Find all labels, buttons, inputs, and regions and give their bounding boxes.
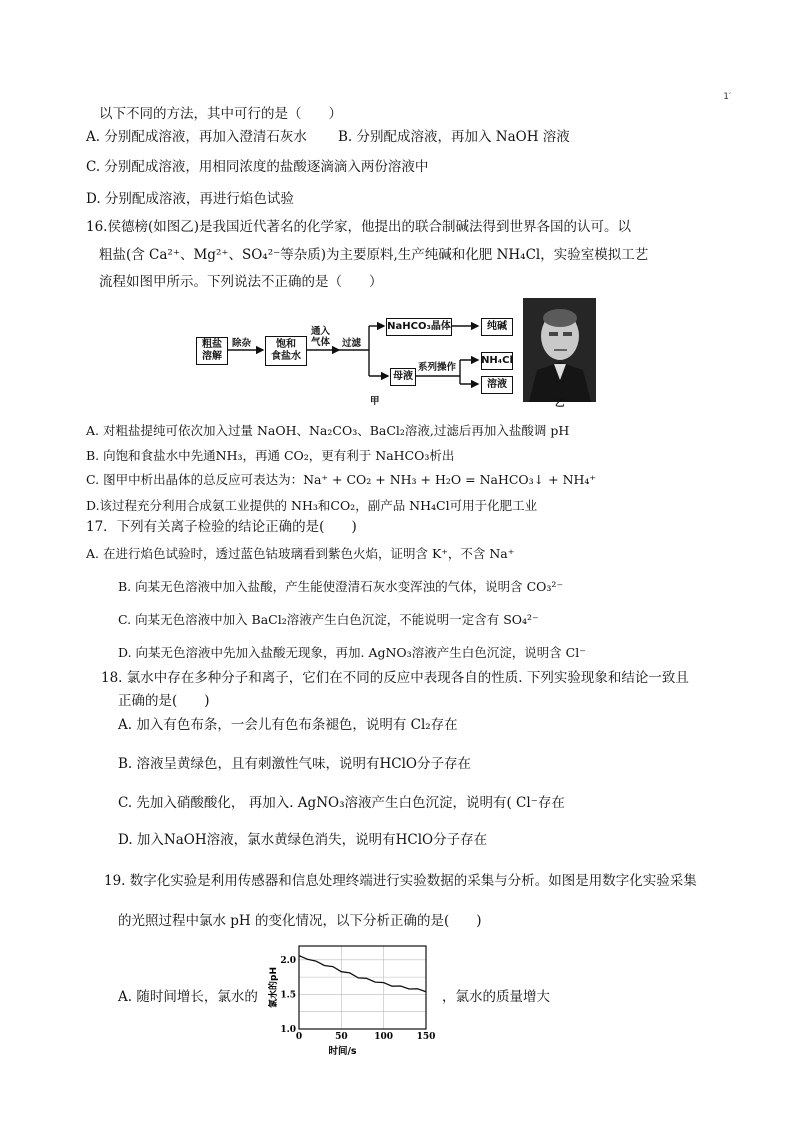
flowchart-arrows [194,296,516,408]
q17-stem: 17．下列有关离子检验的结论正确的是( ) [86,519,357,535]
q19-stem-line2: 的光照过程中氯水 pH 的变化情况，以下分析正确的是( ) [118,913,482,929]
x-tick-label: 0 [295,1032,303,1042]
page-marker: 1′ [723,92,731,102]
flow-box-brine: 饱和 食盐水 [265,336,307,366]
q15-option-d: D. 分别配成溶液，再进行焰色试验 [86,191,294,207]
q17-option-a: A. 在进行焰色试验时，透过蓝色钴玻璃看到紫色火焰，证明含 K⁺，不含 Na⁺ [86,546,515,561]
y-tick-label: 1.0 [280,1025,296,1035]
flow-box-nahco3: NaHCO₃晶体 [386,318,452,336]
flow-step-gas: 通入 气体 [311,326,331,348]
flow-box-mother-liquor: 母液 [390,368,416,386]
q17-option-c: C. 向某无色溶液中加入 BaCl₂溶液产生白色沉淀，不能说明一定含有 SO₄²⁻ [118,612,539,627]
q16-option-b: B. 向饱和食盐水中先通NH₃，再通 CO₂，更有利于 NaHCO₃析出 [86,448,455,463]
q18-stem-line2: 正确的是( ) [118,693,210,709]
q15-option-b: B. 分别配成溶液，再加入 NaOH 溶液 [338,129,570,145]
q15-option-c: C. 分别配成溶液，用相同浓度的盐酸逐滴滴入两份溶液中 [86,159,429,175]
figure-label-yi: 乙 [555,398,565,409]
plot-frame [299,946,426,1029]
q16-stem-line2: 粗盐(含 Ca²⁺、Mg²⁺、SO₄²⁻等杂质)为主要原料,生产纯碱和化肥 NH₄Cl，实验室模拟工艺 [99,247,649,263]
y-tick-label: 2.0 [280,955,296,966]
q19-option-a-left: A. 随时间增长，氯水的 [118,989,258,1005]
y-tick-label: 1.5 [280,990,296,1001]
flow-box-crude-salt: 粗盐 溶解 [196,337,228,365]
q18-option-c: C. 先加入硝酸酸化， 再加入. AgNO₃溶液产生白色沉淀，说明有( Cl⁻存在 [118,795,565,811]
portrait-photo [523,298,596,402]
q16-stem-line3: 流程如图甲所示。下列说法不正确的是（ ） [99,274,383,290]
x-tick-label: 50 [335,1032,348,1042]
q18-stem-line1: 18. 氯水中存在多种分子和离子，它们在不同的反应中表现各自的性质. 下列实验现象和结论一致且 [101,670,689,686]
q19-stem-line1: 19. 数字化实验是利用传感器和信息处理终端进行实验数据的采集与分析。如图是用数字化实验采集 [104,873,697,889]
ph-chart [266,938,442,1058]
figure-label-jia: 甲 [370,396,380,407]
flow-step-series: 系列操作 [418,362,457,373]
flow-box-solution: 溶液 [481,376,513,394]
q15-option-a: A. 分别配成溶液，再加入澄清石灰水 [86,129,307,145]
flow-box-nh4cl: NH₄Cl [481,352,513,370]
q18-option-d: D. 加入NaOH溶液，氯水黄绿色消失，说明有HClO分子存在 [118,832,488,848]
y-axis-label: 氯水的pH [269,967,279,1008]
flow-step-filter: 过滤 [342,338,362,349]
q18-option-b: B. 溶液呈黄绿色，且有刺激性气味，说明有HClO分子存在 [118,756,471,772]
portrait-image [523,298,596,402]
flow-step-purify: 除杂 [232,338,252,349]
q16-stem-line1: 16.侯德榜(如图乙)是我国近代著名的化学家，他提出的联合制碱法得到世界各国的认可。以 [86,219,632,235]
q17-option-b: B. 向某无色溶液中加入盐酸，产生能使澄清石灰水变浑浊的气体，说明含 CO₃²⁻ [118,579,564,594]
ph-series-line [299,956,426,992]
x-tick-label: 100 [374,1032,394,1042]
q16-option-c: C. 图甲中析出晶体的总反应可表达为：Na⁺ + CO₂ + NH₃ + H₂O = NaHCO₃↓ + NH₄⁺ [86,472,597,487]
x-axis-label: 时间/s [328,1046,357,1057]
q15-stem: 以下不同的方法，其中可行的是（ ） [99,106,342,122]
q16-option-d: D.该过程充分利用合成氨工业提供的 NH₃和CO₂，副产品 NH₄Cl可用于化肥工业 [86,498,538,513]
process-flowchart [194,296,516,408]
x-tick-label: 150 [416,1032,436,1042]
q17-option-d: D. 向某无色溶液中先加入盐酸无现象，再加. AgNO₃溶液产生白色沉淀，说明含 Cl⁻ [118,645,586,660]
flow-box-soda: 纯碱 [481,318,513,336]
q19-option-a-right: ，氯水的质量增大 [442,989,550,1005]
q18-option-a: A. 加入有色布条，一会儿有色布条褪色，说明有 Cl₂存在 [118,717,458,733]
q16-option-a: A. 对粗盐提纯可依次加入过量 NaOH、Na₂CO₃、BaCl₂溶液,过滤后再加入盐酸调 pH [86,423,570,438]
ph-chart-svg [266,938,442,1058]
